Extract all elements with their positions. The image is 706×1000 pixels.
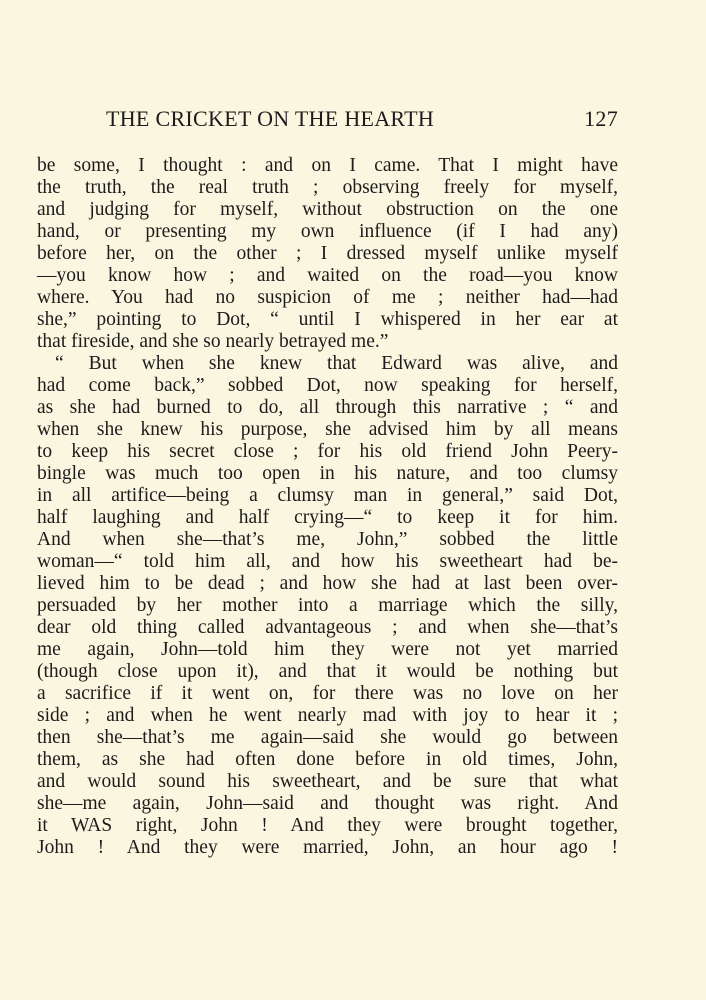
text-line: she—me again, John—said and thought was right. And	[37, 793, 618, 814]
text-line: then she—that’s me again—said she would go between	[37, 727, 618, 748]
text-line: the truth, the real truth ; observing freely for myself,	[37, 177, 618, 198]
text-line: in all artifice—being a clumsy man in general,” said Dot,	[37, 485, 618, 506]
text-line: lieved him to be dead ; and how she had at last been over-	[37, 573, 618, 594]
text-line: a sacrifice if it went on, for there was no love on her	[37, 683, 618, 704]
text-line: bingle was much too open in his nature, and too clumsy	[37, 463, 618, 484]
text-line: persuaded by her mother into a marriage which the silly,	[37, 595, 618, 616]
text-line: she,” pointing to Dot, “ until I whispered in her ear at	[37, 309, 618, 330]
page-number: 127	[584, 106, 618, 131]
text-line: and would sound his sweetheart, and be sure that what	[37, 771, 618, 792]
text-line: where. You had no suspicion of me ; neither had—had	[37, 287, 618, 308]
text-line: me again, John—told him they were not yet married	[37, 639, 618, 660]
text-line: and judging for myself, without obstruction on the one	[37, 199, 618, 220]
text-line: as she had burned to do, all through this narrative ; “ and	[37, 397, 618, 418]
body-text	[37, 155, 618, 859]
text-line: side ; and when he went nearly mad with joy to hear it ;	[37, 705, 618, 726]
text-line: had come back,” sobbed Dot, now speaking for herself,	[37, 375, 618, 396]
text-line: dear old thing called advantageous ; and when she—that’s	[37, 617, 618, 638]
text-line: to keep his secret close ; for his old friend John Peery-	[37, 441, 618, 462]
text-line: John ! And they were married, John, an hour ago !	[37, 837, 618, 858]
text-line: hand, or presenting my own influence (if I had any)	[37, 221, 618, 242]
text-line: —you know how ; and waited on the road—you know	[37, 265, 618, 286]
text-line: be some, I thought : and on I came. That I might have	[37, 155, 618, 176]
text-line: when she knew his purpose, she advised him by all means	[37, 419, 618, 440]
running-head	[106, 106, 618, 140]
text-line: And when she—that’s me, John,” sobbed the little	[37, 529, 618, 550]
text-line: half laughing and half crying—“ to keep it for him.	[37, 507, 618, 528]
text-line: them, as she had often done before in old times, John,	[37, 749, 618, 770]
text-line: (though close upon it), and that it would be nothing but	[37, 661, 618, 682]
running-head-title: THE CRICKET ON THE HEARTH	[106, 106, 435, 131]
text-line: that fireside, and she so nearly betrayed me.”	[37, 331, 389, 352]
text-line: it WAS right, John ! And they were brought together,	[37, 815, 618, 836]
text-line: before her, on the other ; I dressed myself unlike myself	[37, 243, 618, 264]
text-line: “ But when she knew that Edward was alive, and	[55, 353, 618, 374]
text-line: woman—“ told him all, and how his sweetheart had be-	[37, 551, 618, 572]
